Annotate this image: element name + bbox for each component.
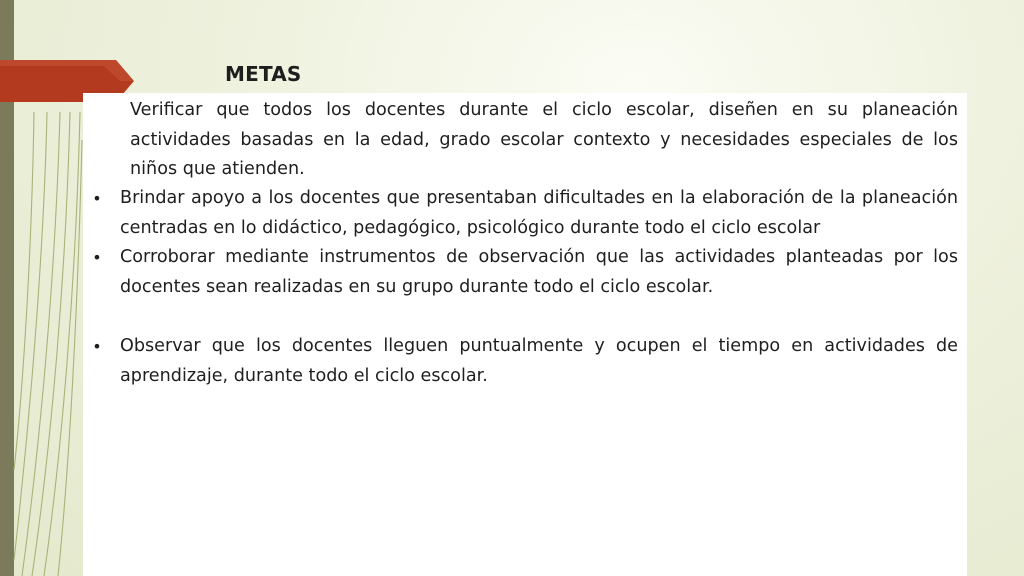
goal-item: [92, 332, 958, 391]
bullet-icon: •: [92, 336, 102, 356]
goal-item: [92, 184, 958, 243]
bullet-icon: •: [92, 248, 102, 268]
goal-text: Brindar apoyo a los docentes que presentaban dificultades en la elaboración de la planeación centradas en lo didáctico, pedagógico, psicológico durante todo el ciclo escolar: [120, 188, 958, 238]
goal-item: [92, 243, 958, 302]
goals-list: [92, 184, 958, 391]
intro-paragraph: Verificar que todos los docentes durante el ciclo escolar, diseñen en su planeación actividades basadas en la edad, grado escolar contexto y necesidades especiales de los niños que atienden.: [130, 100, 958, 180]
slide-title: METAS: [225, 62, 302, 86]
goal-text: Observar que los docentes lleguen puntualmente y ocupen el tiempo en actividades de aprendizaje, durante todo el ciclo escolar.: [120, 335, 958, 386]
bullet-icon: •: [92, 189, 102, 208]
goal-text: Corroborar mediante instrumentos de observación que las actividades planteadas por los docentes sean realizadas en su grupo durante todo el ciclo escolar.: [120, 247, 958, 297]
